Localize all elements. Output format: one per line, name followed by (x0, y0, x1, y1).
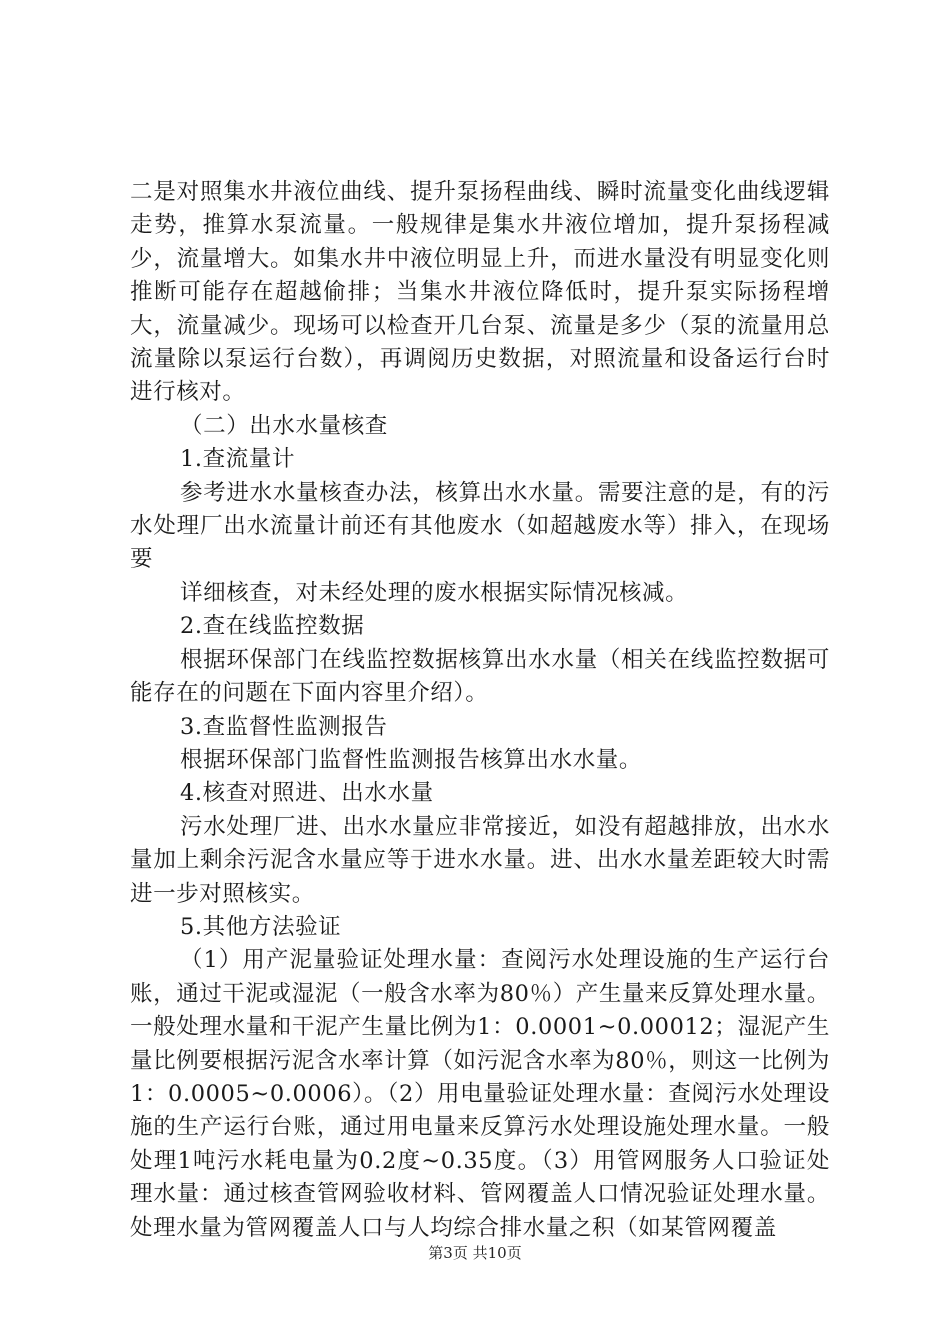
paragraph: 污水处理厂进、出水水量应非常接近，如没有超越排放，出水水量加上剩余污泥含水量应等于进水水量。进、出水水量差距较大时需进一步对照核实。 (130, 813, 830, 907)
paragraph: 1.查流量计 (180, 446, 296, 473)
paragraph: （二）出水水量核查 (180, 412, 388, 439)
paragraph: 2.查在线监控数据 (180, 613, 365, 640)
paragraph: 详细核查，对未经处理的废水根据实际情况核减。 (180, 579, 689, 606)
paragraph: 5.其他方法验证 (180, 913, 342, 940)
paragraph: 二是对照集水井液位曲线、提升泵扬程曲线、瞬时流量变化曲线逻辑走势，推算水泵流量。一般规律是集水井液位增加，提升泵扬程减少，流量增大。如集水井中液位明显上升，而进水量没有明显变化则推断可能存在超越偷排；当集水井液位降低时，提升泵实际扬程增大，流量减少。现场可以检查开几台泵、流量是多少（泵的流量用总流量除以泵运行台数），再调阅历史数据，对照流量和设备运行台时进行核对。 (130, 179, 830, 406)
paragraph: 根据环保部门在线监控数据核算出水水量（相关在线监控数据可能存在的问题在下面内容里介绍）。 (130, 646, 830, 707)
document-body (130, 176, 830, 1245)
paragraph: 4.核查对照进、出水水量 (180, 780, 434, 807)
page-footer: 第3页 共10页 (428, 1244, 522, 1262)
paragraph: 3.查监督性监测报告 (180, 713, 388, 740)
paragraph: 根据环保部门监督性监测报告核算出水水量。 (180, 746, 643, 773)
paragraph: 参考进水水量核查办法，核算出水水量。需要注意的是，有的污水处理厂出水流量计前还有其他废水（如超越废水等）排入，在现场要 (130, 479, 830, 573)
paragraph: （1）用产泥量验证处理水量：查阅污水处理设施的生产运行台账，通过干泥或湿泥（一般含水率为80％）产生量来反算处理水量。一般处理水量和干泥产生量比例为1：0.0001~0.00012；湿泥产生量比例要根据污泥含水率计算（如污泥含水率为80％，则这一比例为1：0.0005~0.0006）。（2）用电量验证处理水量：查阅污水处理设施的生产运行台账，通过用电量来反算污水处理设施处理水量。一般处理1吨污水耗电量为0.2度~0.35度。（3）用管网服务人口验证处理水量：通过核查管网验收材料、管网覆盖人口情况验证处理水量。处理水量为管网覆盖人口与人均综合排水量之积（如某管网覆盖 (130, 947, 830, 1241)
